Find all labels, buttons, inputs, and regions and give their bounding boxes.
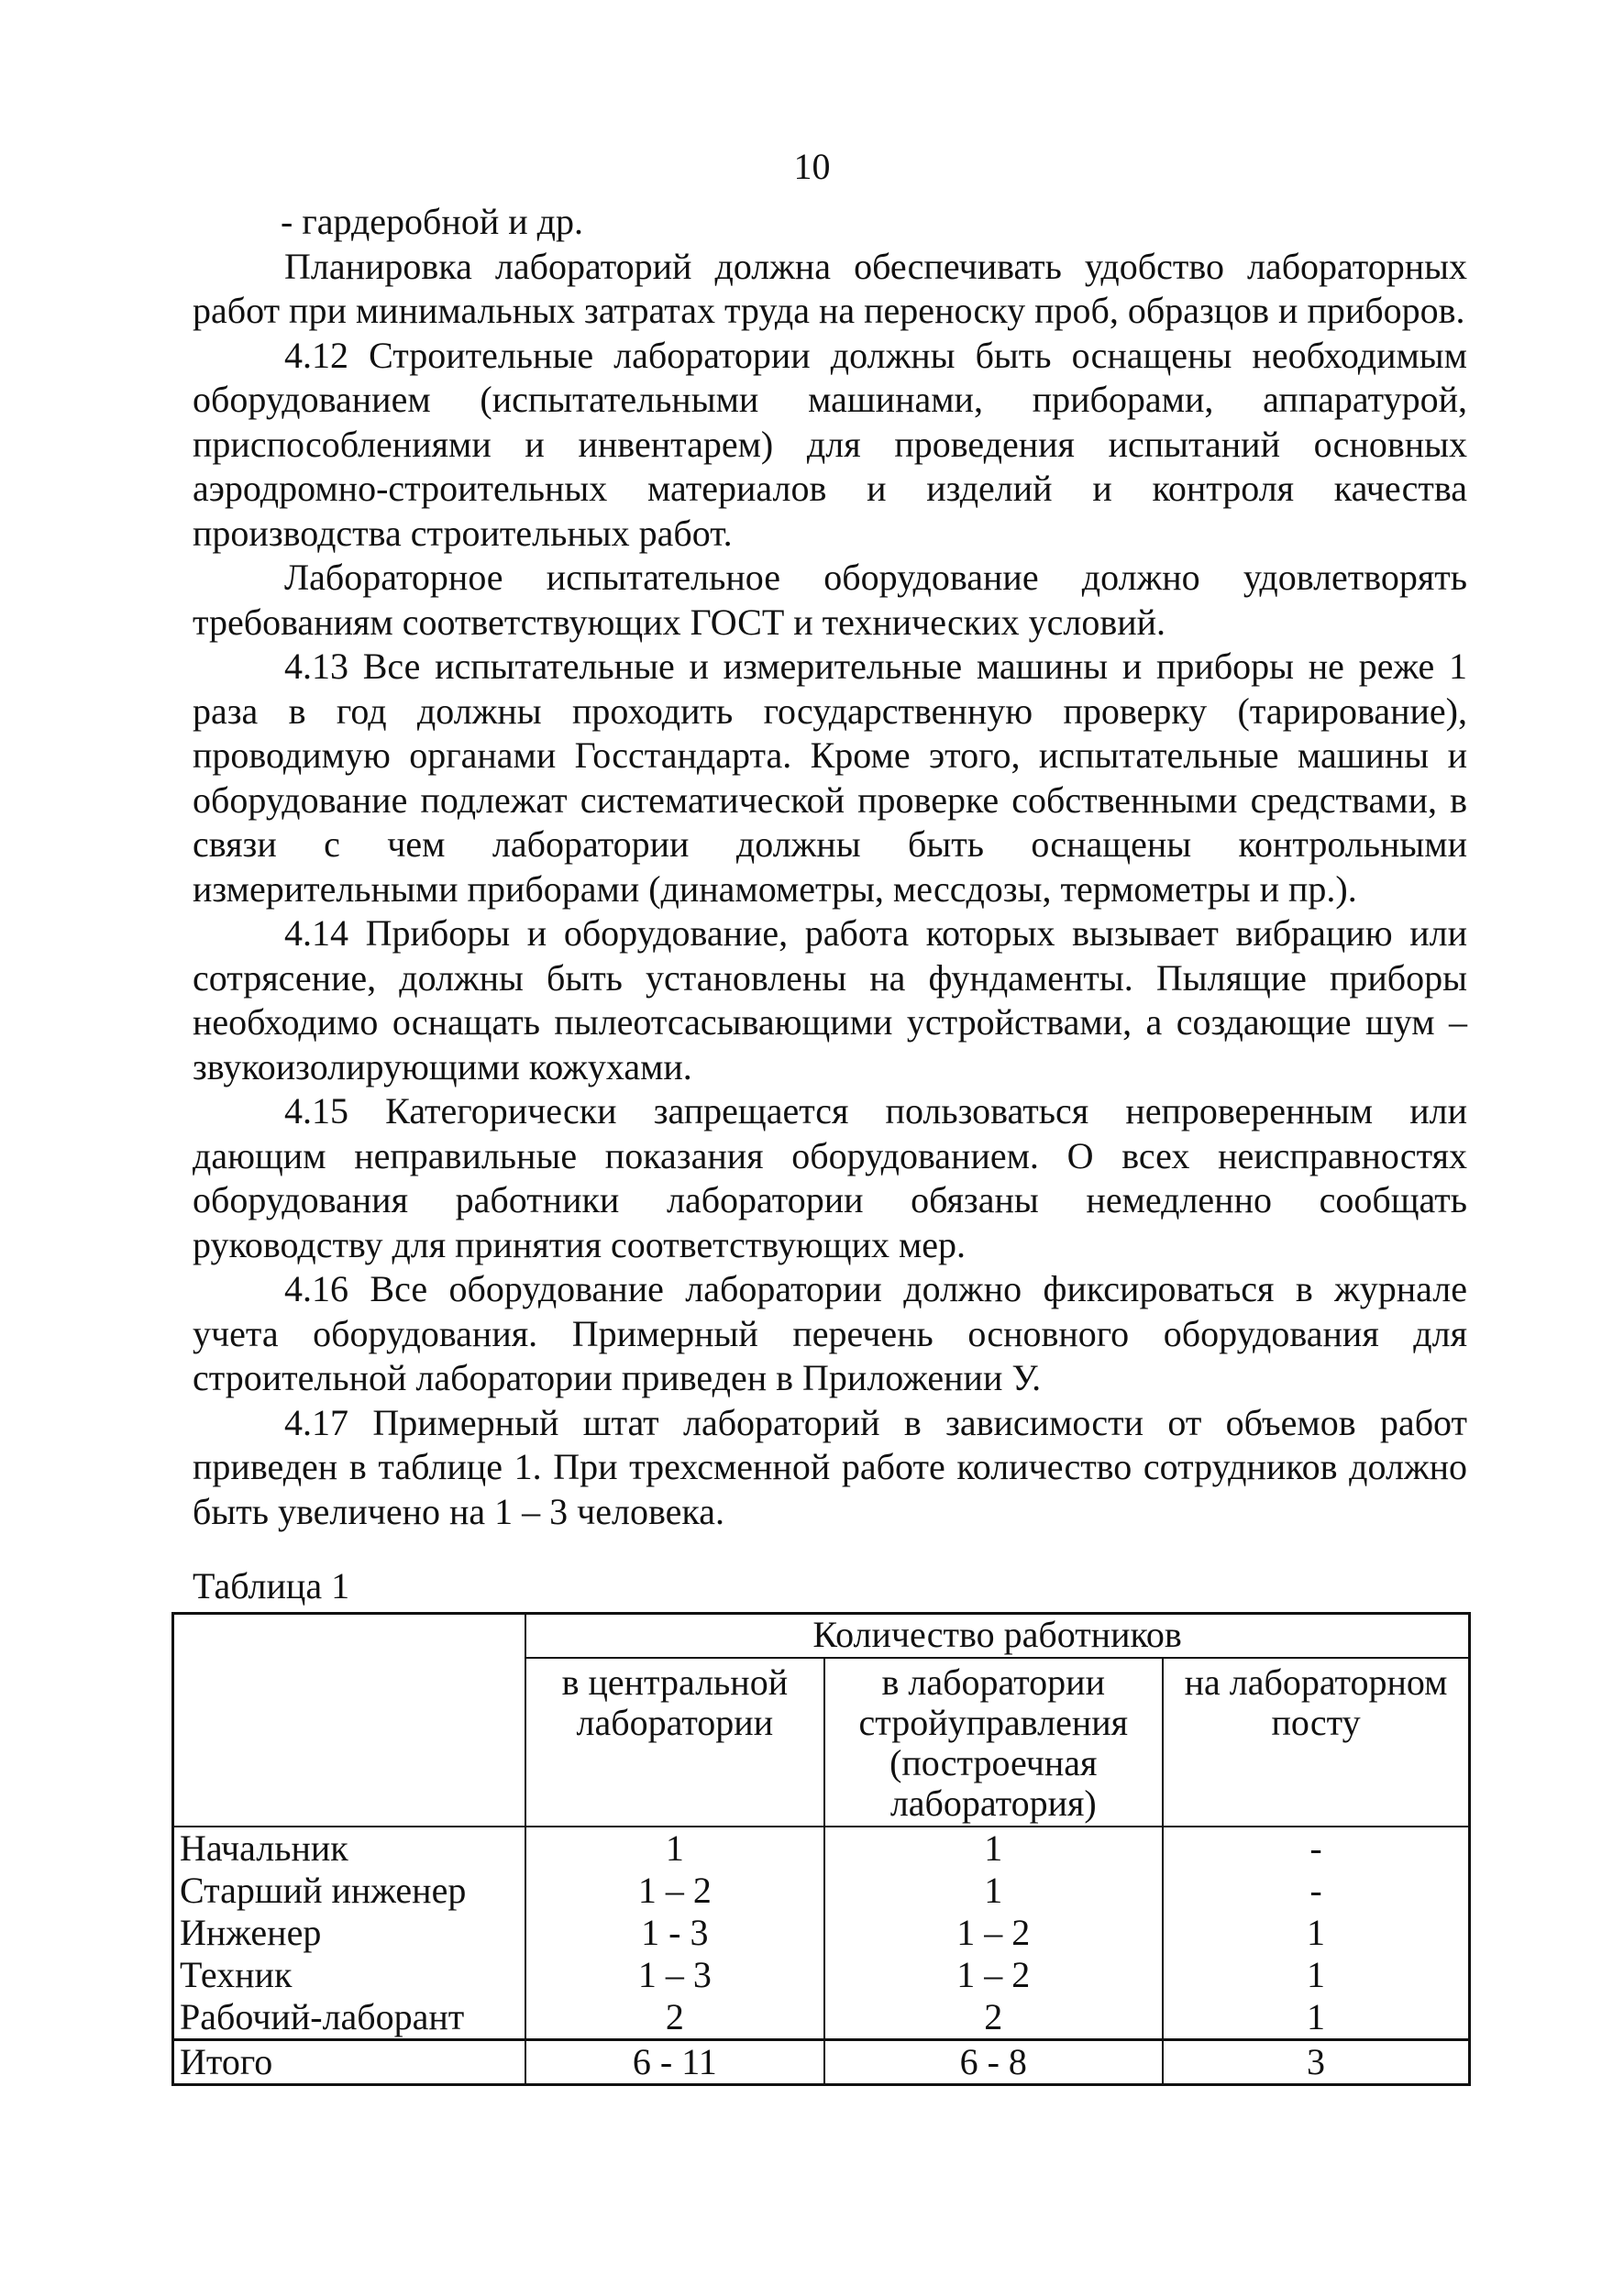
table-caption: Таблица 1 [193,1565,350,1606]
staff-table [171,1612,1471,2086]
cell-value: 1 – 2 [525,1870,823,1912]
column-header-construction-lab: в лаборатории стройуправления (построечная лаборатория) [824,1658,1164,1827]
cell-value: 1 [1163,1996,1469,2040]
total-row [173,2040,1470,2085]
row-name: Рабочий-лаборант [173,1996,526,2040]
table-row [173,1996,1470,2040]
cell-value: 1 [1163,1954,1469,1996]
cell-value: 1 – 3 [525,1954,823,1996]
row-name: Инженер [173,1912,526,1954]
document-body [193,200,1467,1534]
paragraph-4-14: 4.14 Приборы и оборудование, работа которых вызывает вибрацию или сотрясение, должны быть установлены на фундаменты. Пылящие приборы необходимо оснащать пылеотсасывающими устройствами, а создающие шум – звукоизолирующими кожухами. [193,912,1467,1087]
cell-value: 1 – 2 [824,1954,1164,1996]
row-name: Старший инженер [173,1870,526,1912]
paragraph-4-17: 4.17 Примерный штат лабораторий в зависимости от объемов работ приведен в таблице 1. При трехсменной работе количество сотрудников должно быть увеличено на 1 – 3 человека. [193,1401,1467,1532]
paragraph-equipment-requirements: Лабораторное испытательное оборудование должно удовлетворять требованиям соответствующих ГОСТ и технических условий. [193,557,1467,643]
total-label: Итого [173,2040,526,2085]
cell-value: 1 – 2 [824,1912,1164,1954]
table-corner-cell [173,1614,526,1827]
group-header: Количество работников [525,1614,1469,1659]
cell-value: 1 [1163,1912,1469,1954]
cell-value: 1 - 3 [525,1912,823,1954]
table-row [173,1954,1470,1996]
page-number: 10 [793,146,831,187]
cell-value: 2 [525,1996,823,2040]
total-value: 3 [1163,2040,1469,2085]
table-row [173,1912,1470,1954]
paragraph-4-12: 4.12 Строительные лаборатории должны быть оснащены необходимым оборудованием (испытательными машинами, приборами, аппаратурой, приспособлениями и инвентарем) для проведения испытаний основных аэродромно-строительных материалов и изделий и контроля качества производства строительных работ. [193,334,1467,554]
cell-value: 1 [824,1827,1164,1870]
total-value: 6 - 11 [525,2040,823,2085]
table-row [173,1870,1470,1912]
total-value: 6 - 8 [824,2040,1164,2085]
paragraph-4-15: 4.15 Категорически запрещается пользоваться непроверенным или дающим неправильные показания оборудованием. О всех неисправностях оборудования работники лаборатории обязаны немедленно сообщать руководству для принятия соответствующих мер. [193,1090,1467,1265]
paragraph-layout: Планировка лабораторий должна обеспечивать удобство лабораторных работ при минимальных затратах труда на переноску проб, образцов и приборов. [193,245,1467,331]
cell-value: 1 [525,1827,823,1870]
cell-value: 1 [824,1870,1164,1912]
row-name: Начальник [173,1827,526,1870]
cell-value: - [1163,1827,1469,1870]
paragraph-4-16: 4.16 Все оборудование лаборатории должно фиксироваться в журнале учета оборудования. Примерный перечень основного оборудования для строительной лаборатории приведен в Приложении У. [193,1268,1467,1398]
cell-value: - [1163,1870,1469,1912]
paragraph-4-13: 4.13 Все испытательные и измерительные машины и приборы не реже 1 раза в год должны проходить государственную проверку (тарирование), проводимую органами Госстандарта. Кроме этого, испытательные машины и оборудование подлежат систематической проверке собственными средствами, в связи с чем лаборатории должны быть оснащены контрольными измерительными приборами (динамометры, мессдозы, термометры и пр.). [193,646,1467,910]
column-header-central-lab: в центральной лаборатории [525,1658,823,1827]
row-name: Техник [173,1954,526,1996]
table-row [173,1827,1470,1870]
column-header-lab-post: на лабораторном посту [1163,1658,1469,1827]
list-item-wardrobe: - гардеробной и др. [281,201,583,242]
cell-value: 2 [824,1996,1164,2040]
